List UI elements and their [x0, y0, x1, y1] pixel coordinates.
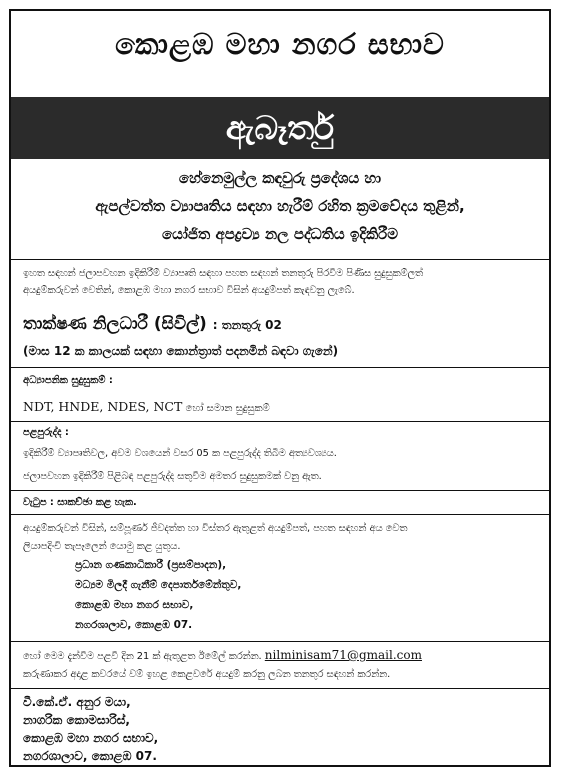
apply-line-2: ලියාපදිංචි තැපෑලෙන් යොමු කළ යුතුය.	[23, 541, 181, 552]
signature-name: වී.කේ.ඒ. අනුර මයා,	[23, 695, 131, 709]
email-link[interactable]: nilminisam71@gmail.com	[264, 648, 422, 662]
notice-frame	[9, 9, 551, 767]
divider	[11, 514, 549, 515]
address-line-4: නගරශාලාව, කොළඹ 07.	[75, 619, 193, 631]
qualifications-list: NDT, HNDE, NDES, NCT	[23, 399, 183, 414]
address-line-2: මධ්‍යම මිලදී ගැනීම් දෙපාර්තමේන්තුව,	[75, 579, 242, 591]
envelope-note: කරුණාකර අදාළ කවරයේ වම් ඉහළ කෙළවරේ අයදුම් කරනු ලබන තනතුර සඳහන් කරන්න.	[23, 669, 391, 680]
organization-title: කොළඹ මහා නගර සභාව	[115, 27, 445, 61]
divider	[11, 688, 549, 689]
divider	[11, 490, 549, 491]
apply-line-1: අයදුම්කරුවන් විසින්, සම්පූර්ණ ජීවදත්ත හා විස්තර ඇතුළත් අයදුම්පත්, පහත සඳහන් අය වෙත	[23, 523, 408, 534]
address-line-3: කොළඹ මහා නගර සභාව,	[75, 599, 194, 611]
contract-note: (මාස 12 ක කාලයක් සඳහා කොන්ත්‍රාත් පදනමින් බඳවා ගැනේ)	[23, 344, 339, 358]
intro-line-1: ඉහත සඳහන් ජලාපවහන ඉදිකිරීම් ව්‍යාපෘති සඳහා පහත සඳහන් තනතුරු පිරවීම පිණිස සුදුසුකම්ලත්	[23, 268, 423, 279]
post-heading	[23, 314, 282, 334]
subtitle-line-2: ඇපල්වත්ත ව්‍යාපෘතිය සඳහා හැරීම් රහිත ක්‍රමවේදය තුළින්,	[95, 197, 465, 215]
deadline-line	[23, 647, 538, 665]
divider	[11, 421, 549, 422]
signature-org: කොළඹ මහා නගර සභාව,	[23, 731, 159, 745]
divider	[11, 367, 549, 368]
address-line-1: ප්‍රධාන ගණකාධිකාරී (ප්‍රසම්පාදන),	[75, 559, 227, 571]
post-title: තාක්ෂණ නිලධාරී (සිවිල්)	[23, 314, 207, 334]
deadline-text: හෝ මෙම දැන්වීම පළවී දින 21 ක් ඇතුළත ඊමේල් කරන්න.	[23, 651, 262, 662]
post-count: : තනතුරු 02	[212, 318, 282, 332]
subtitle-line-3: යෝජිත අපද්‍රව්‍ය නල පද්ධතිය ඉදිකිරීම	[161, 225, 399, 243]
divider	[11, 259, 549, 260]
title-band	[11, 97, 549, 159]
signature-title: නාගරික කොමසාරිස්,	[23, 713, 130, 727]
qualifications-text	[23, 399, 270, 414]
divider	[11, 641, 549, 642]
experience-label: පළපුරුද්ද :	[23, 427, 69, 438]
intro-line-2: අයදුම්කරුවන් වෙතින්, කොළඹ මහා නගර සභාව විසින් අයදුම්පත් කැඳවනු ලැබේ.	[23, 285, 355, 296]
signature-address: නගරශාලාව, කොළඹ 07.	[23, 749, 157, 763]
notice-title: ඇබෑර්තු	[225, 108, 335, 147]
qualifications-suffix: හෝ සමාන සුදුසුකම්	[182, 403, 270, 414]
experience-line-2: ජලාපවහන ඉදිකිරීම් පිළිබඳ පළපුරුද්ද සතුවීම අමතර සුදුසුකමක් වනු ඇත.	[23, 471, 322, 482]
salary-line: වැටුප : සාකච්ඡා කළ හැක.	[23, 497, 137, 508]
qualifications-label: අධ්‍යාපනික සුදුසුකම් :	[23, 375, 113, 386]
subtitle-line-1: හේනෙමුල්ල කඳවුරු ප්‍රදේශය හා	[178, 169, 382, 187]
experience-line-1: ඉදිකිරීම් ව්‍යාපෘතිවල, අවම වශයෙන් වසර 05 ක පළපුරුද්ද තිබීම අත්‍යවශ්‍යය.	[23, 448, 337, 459]
